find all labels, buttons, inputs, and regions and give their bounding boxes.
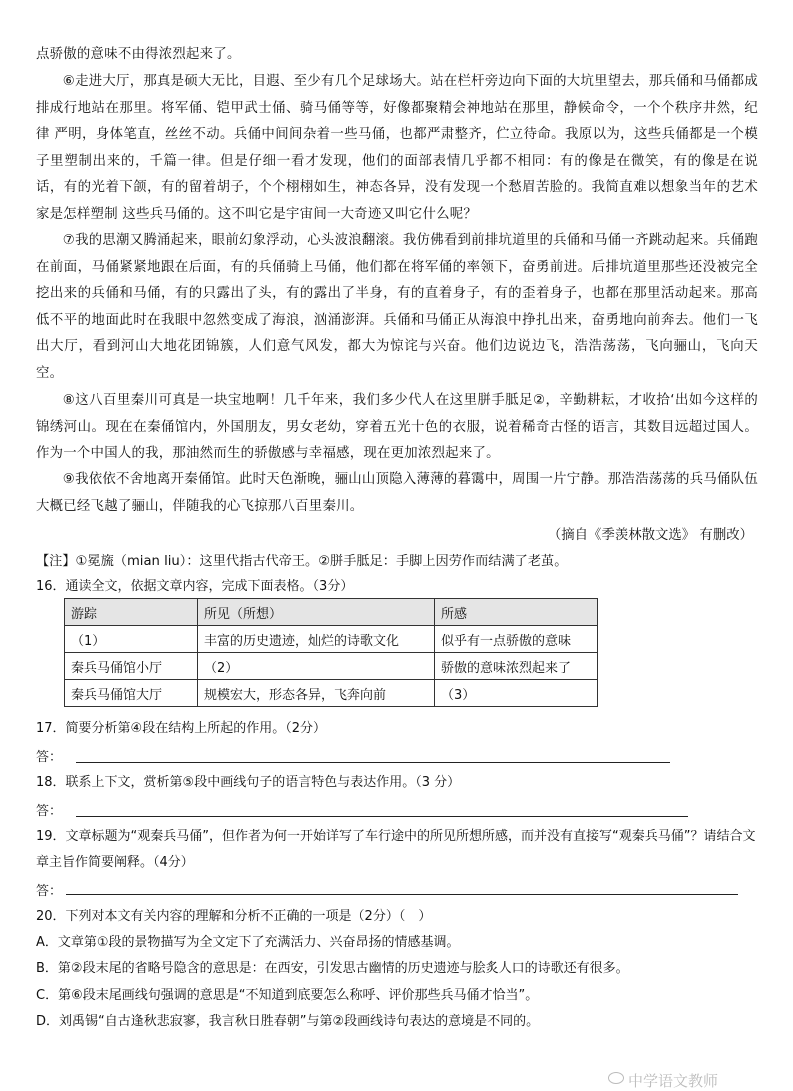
paragraph-8: ⑧这八百里秦川可真是一块宝地啊！几千年来，我们多少代人在这里胼手胝足②，辛勤耕耘，才收拾‘出如今这样的锦绣河山。现在在秦俑馆内，外国朋友，男女老幼，穿着五光十色的衣服，说着稀奇古怪的语言，其数目远超过国人。作为一个中国人的我，那油然而生的骄傲感与幸福感，现在更加浓烈起来了。	[36, 393, 758, 461]
option-b[interactable]: B．第②段末尾的省略号隐含的意思是：在西安，引发思古幽情的历史遗迹与脍炙人口的诗歌还有很多。	[36, 961, 629, 976]
question-16: 16．通读全文，依据文章内容，完成下面表格。（3分）	[36, 579, 354, 594]
answer-label: 答：	[36, 750, 63, 765]
option-d[interactable]: D．刘禹锡“自古逢秋悲寂寥，我言秋日胜春朝”与第②段画线诗句表达的意境是不同的。	[36, 1014, 540, 1029]
answer-label: 答：	[36, 804, 63, 819]
source-attribution: （摘自《季羡林散文选》 有删改）	[547, 528, 753, 543]
paragraph-continuation: 点骄傲的意味不由得浓烈起来了。	[36, 47, 241, 62]
table-cell: 秦兵马俑馆小厅	[65, 653, 198, 680]
table-cell: 骄傲的意味浓烈起来了	[435, 653, 598, 680]
table-header-cell: 游踪	[65, 599, 198, 626]
question-18: 18．联系上下文，赏析第⑤段中画线句子的语言特色与表达作用。（3 分）	[36, 775, 461, 790]
answer-line-19[interactable]	[66, 894, 738, 895]
answer-table	[64, 598, 598, 707]
table-cell[interactable]: （2）	[198, 653, 435, 680]
answer-label: 答：	[36, 884, 63, 899]
table-row	[65, 680, 598, 707]
footnote: 【注】①冕旒（mian liu）：这里代指古代帝王。②胼手胝足：手脚上因劳作而结满了老茧。	[36, 554, 568, 569]
table-cell[interactable]: （3）	[435, 680, 598, 707]
table-header-cell: 所感	[435, 599, 598, 626]
watermark: 中学语文教师	[628, 1072, 719, 1090]
paragraph-9: ⑨我依依不舍地离开秦俑馆。此时天色渐晚，骊山山顶隐入薄薄的暮霭中，周围一片宁静。那浩浩荡荡的兵马俑队伍大概已经飞越了骊山，伴随我的心飞掠那八百里秦川。	[36, 472, 758, 514]
question-20: 20．下列对本文有关内容的理解和分析不正确的一项是（2分）（ ）	[36, 909, 432, 924]
question-17: 17．简要分析第④段在结构上所起的作用。（2分）	[36, 721, 326, 736]
table-cell: 秦兵马俑馆大厅	[65, 680, 198, 707]
wechat-icon	[608, 1072, 624, 1084]
table-row	[65, 653, 598, 680]
option-c[interactable]: C．第⑥段末尾画线句强调的意思是“不知道到底要怎么称呼、评价那些兵马俑才恰当”。	[36, 988, 539, 1003]
paragraph-7: ⑦我的思潮又腾涌起来，眼前幻象浮动，心头波浪翻滚。我仿佛看到前排坑道里的兵俑和马俑一齐跳动起来。兵俑跑在前面，马俑紧紧地跟在后面，有的兵俑骑上马俑，他们都在将军俑的率领下，奋勇前进。后排坑道里那些还没被完全挖出来的兵俑和马俑，有的只露出了头，有的露出了半身，有的直着身子，有的歪着身子，也都在那里活动起来。那高低不平的地面此时在我眼中忽然变成了海浪，汹涌澎湃。兵俑和马俑正从海浪中挣扎出来，奋勇地向前奔去。他们一飞出大厅，看到河山大地花团锦簇，人们意气风发，都大为惊诧与兴奋。他们边说边飞，浩浩荡荡，飞向骊山，飞向天空。	[36, 233, 758, 381]
answer-line-18[interactable]	[76, 816, 688, 817]
question-19: 19．文章标题为“观秦兵马俑”，但作者为何一开始详写了车行途中的所见所想所感，而并没有直接写“观秦兵马俑”？请结合文章主旨作简要阐释。（4分）	[36, 829, 756, 870]
option-a[interactable]: A．文章第①段的景物描写为全文定下了充满活力、兴奋昂扬的情感基调。	[36, 935, 460, 950]
paragraph-6: ⑥走进大厅，那真是硕大无比，目遐、至少有几个足球场大。站在栏杆旁边向下面的大坑里望去，那兵俑和马俑都成排成行地站在那里。将军俑、铠甲武士俑、骑马俑等等，好像都聚精会神地站在那里，静候命令，一个个秩序井然，纪律 严明，身体笔直，丝丝不动。兵俑中间间杂着一些马俑，也都严肃整齐，伫立待命。我原以为，这些兵俑都是一个模子里塑制出来的，千篇一律。但是仔细一看才发现，他们的面部表情几乎都不相同：有的像是在微笑，有的像是在说话，有的光着下颌，有的留着胡子，个个栩栩如生，神态各异，没有发现一个愁眉苦脸的。我简直难以想象当年的艺术家是怎样塑制 这些兵马俑的。这不叫它是宇宙间一大奇迹又叫它什么呢？	[36, 74, 758, 222]
table-row	[65, 626, 598, 653]
table-cell: 规模宏大，形态各异，飞奔向前	[198, 680, 435, 707]
table-header-row	[65, 599, 598, 626]
table-cell: 丰富的历史遗迹，灿烂的诗歌文化	[198, 626, 435, 653]
table-cell: 似乎有一点骄傲的意味	[435, 626, 598, 653]
answer-line-17[interactable]	[76, 762, 670, 763]
table-header-cell: 所见（所想）	[198, 599, 435, 626]
table-cell[interactable]: （1）	[65, 626, 198, 653]
